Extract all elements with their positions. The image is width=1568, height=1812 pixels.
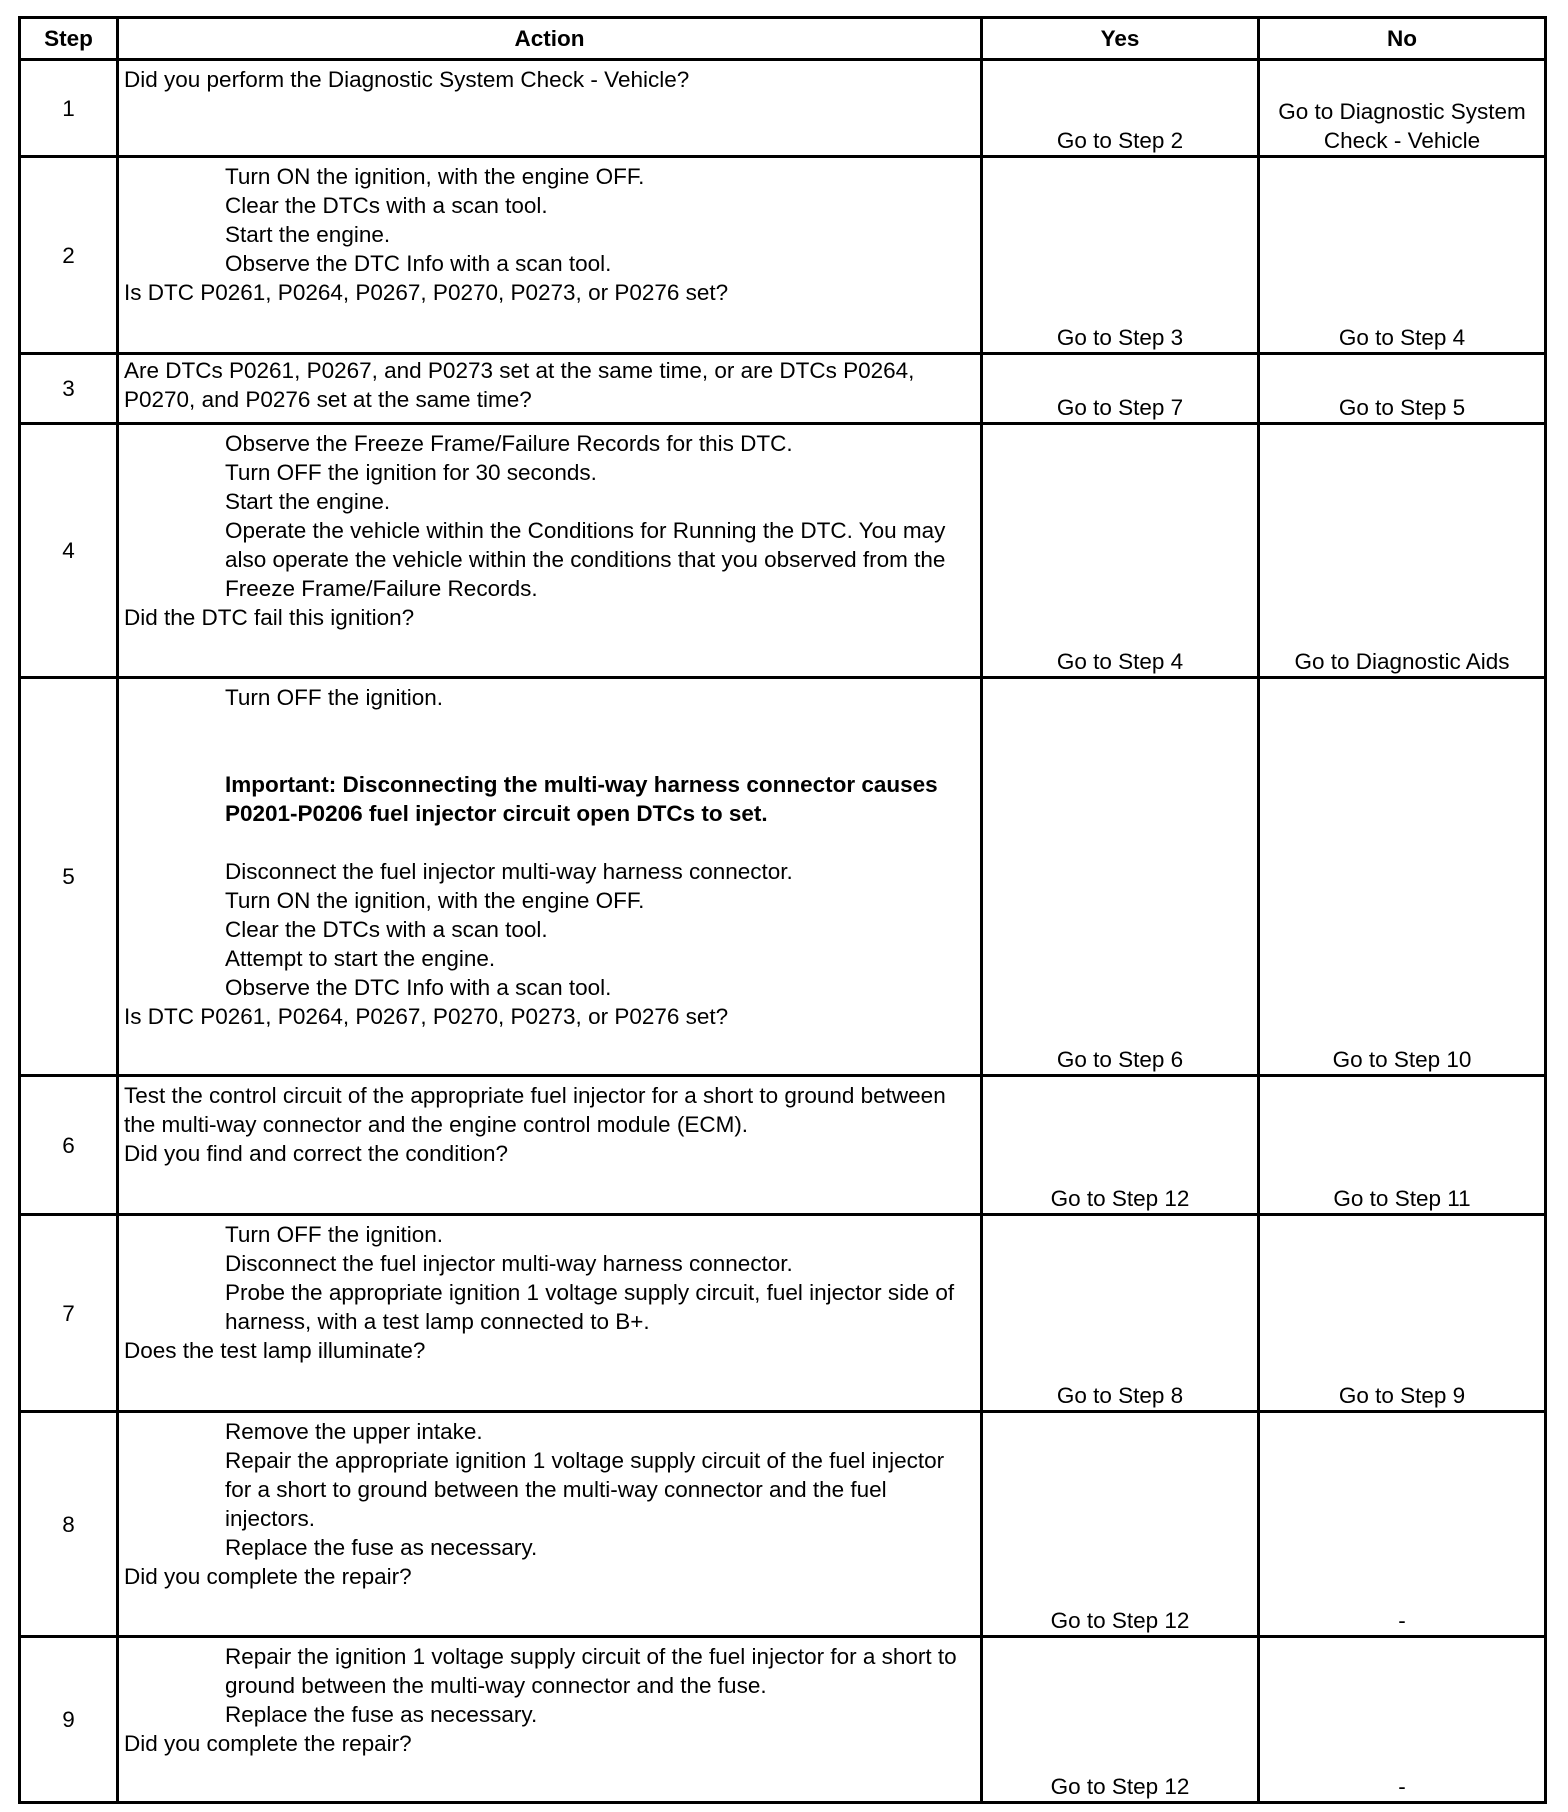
no-cell: Go to Step 11 [1259, 1076, 1546, 1215]
action-question: Did you complete the repair? [124, 1731, 412, 1756]
no-cell: - [1259, 1637, 1546, 1803]
step-number: 5 [20, 678, 118, 1076]
table-row [20, 157, 1546, 354]
no-cell: Go to Diagnostic System Check - Vehicle [1259, 60, 1546, 157]
action-text: Disconnect the fuel injector multi-way harness connector. [225, 1251, 793, 1276]
action-cell [118, 1215, 982, 1412]
action-text: Test the control circuit of the appropriate fuel injector for a short to ground between the multi-way connector and the engine control module (ECM). [124, 1083, 952, 1137]
table-row [20, 678, 1546, 1076]
action-cell [118, 157, 982, 354]
no-cell: Go to Step 5 [1259, 354, 1546, 424]
action-text: Turn ON the ignition, with the engine OFF. [225, 888, 645, 913]
action-cell [118, 1637, 982, 1803]
table-row [20, 1412, 1546, 1637]
no-cell: Go to Diagnostic Aids [1259, 424, 1546, 678]
header-no: No [1259, 18, 1546, 60]
table-row [20, 60, 1546, 157]
action-text: Clear the DTCs with a scan tool. [225, 917, 548, 942]
step-number: 2 [20, 157, 118, 354]
action-text: Repair the appropriate ignition 1 voltage supply circuit of the fuel injector for a short to ground between the multi-way connector and the fuel injectors. [225, 1448, 951, 1531]
step-number: 4 [20, 424, 118, 678]
action-text: Replace the fuse as necessary. [225, 1702, 538, 1727]
action-text: Observe the DTC Info with a scan tool. [225, 975, 612, 1000]
action-text: Operate the vehicle within the Conditions for Running the DTC. You may also operate the vehicle within the conditions that you observed from the Freeze Frame/Failure Records. [225, 518, 952, 601]
action-question: Did the DTC fail this ignition? [124, 605, 415, 630]
table-row [20, 1076, 1546, 1215]
action-question: Did you complete the repair? [124, 1564, 412, 1589]
no-cell: Go to Step 9 [1259, 1215, 1546, 1412]
step-number: 9 [20, 1637, 118, 1803]
action-cell [118, 1412, 982, 1637]
header-step: Step [20, 18, 118, 60]
action-cell [118, 354, 982, 424]
action-text: Are DTCs P0261, P0267, and P0273 set at the same time, or are DTCs P0264, P0270, and P0276 set at the same time? [124, 358, 921, 412]
action-question: Is DTC P0261, P0264, P0267, P0270, P0273, or P0276 set? [124, 1004, 729, 1029]
no-cell: - [1259, 1412, 1546, 1637]
action-text: Turn ON the ignition, with the engine OFF. [225, 164, 645, 189]
action-text: Observe the Freeze Frame/Failure Records for this DTC. [225, 431, 793, 456]
action-cell [118, 1076, 982, 1215]
action-text: Observe the DTC Info with a scan tool. [225, 251, 612, 276]
header-row [20, 18, 1546, 60]
table-row [20, 1215, 1546, 1412]
action-text: Clear the DTCs with a scan tool. [225, 193, 548, 218]
table-row [20, 424, 1546, 678]
action-text: Turn OFF the ignition. [225, 1222, 444, 1247]
diagnostic-table-sheet [18, 16, 1547, 1804]
step-number: 3 [20, 354, 118, 424]
action-text: Repair the ignition 1 voltage supply circuit of the fuel injector for a short to ground between the multi-way connector and the fuse. [225, 1644, 963, 1698]
yes-cell: Go to Step 7 [982, 354, 1259, 424]
step-number: 7 [20, 1215, 118, 1412]
action-text: Probe the appropriate ignition 1 voltage supply circuit, fuel injector side of harness, with a test lamp connected to B+. [225, 1280, 961, 1334]
action-text: Attempt to start the engine. [225, 946, 496, 971]
header-action: Action [118, 18, 982, 60]
yes-cell: Go to Step 2 [982, 60, 1259, 157]
important-note: Important: Disconnecting the multi-way harness connector causes P0201-P0206 fuel injector circuit open DTCs to set. [225, 772, 944, 826]
step-number: 6 [20, 1076, 118, 1215]
yes-cell: Go to Step 6 [982, 678, 1259, 1076]
no-cell: Go to Step 10 [1259, 678, 1546, 1076]
action-text: Turn OFF the ignition. [225, 685, 444, 710]
yes-cell: Go to Step 8 [982, 1215, 1259, 1412]
action-text: Turn OFF the ignition for 30 seconds. [225, 460, 597, 485]
action-cell [118, 678, 982, 1076]
step-number: 1 [20, 60, 118, 157]
header-yes: Yes [982, 18, 1259, 60]
action-text: Start the engine. [225, 222, 391, 247]
no-cell: Go to Step 4 [1259, 157, 1546, 354]
yes-cell: Go to Step 4 [982, 424, 1259, 678]
action-text: Replace the fuse as necessary. [225, 1535, 538, 1560]
yes-cell: Go to Step 12 [982, 1637, 1259, 1803]
step-number: 8 [20, 1412, 118, 1637]
action-text: Remove the upper intake. [225, 1419, 483, 1444]
diagnostic-table [18, 16, 1547, 1804]
action-text: Disconnect the fuel injector multi-way harness connector. [225, 859, 793, 884]
action-text: Did you perform the Diagnostic System Check - Vehicle? [124, 67, 690, 92]
table-row [20, 1637, 1546, 1803]
action-question: Does the test lamp illuminate? [124, 1338, 426, 1363]
action-question: Is DTC P0261, P0264, P0267, P0270, P0273, or P0276 set? [124, 280, 729, 305]
action-text: Start the engine. [225, 489, 391, 514]
yes-cell: Go to Step 12 [982, 1076, 1259, 1215]
action-question: Did you find and correct the condition? [124, 1141, 508, 1166]
action-cell [118, 60, 982, 157]
yes-cell: Go to Step 3 [982, 157, 1259, 354]
action-cell [118, 424, 982, 678]
yes-cell: Go to Step 12 [982, 1412, 1259, 1637]
table-row [20, 354, 1546, 424]
